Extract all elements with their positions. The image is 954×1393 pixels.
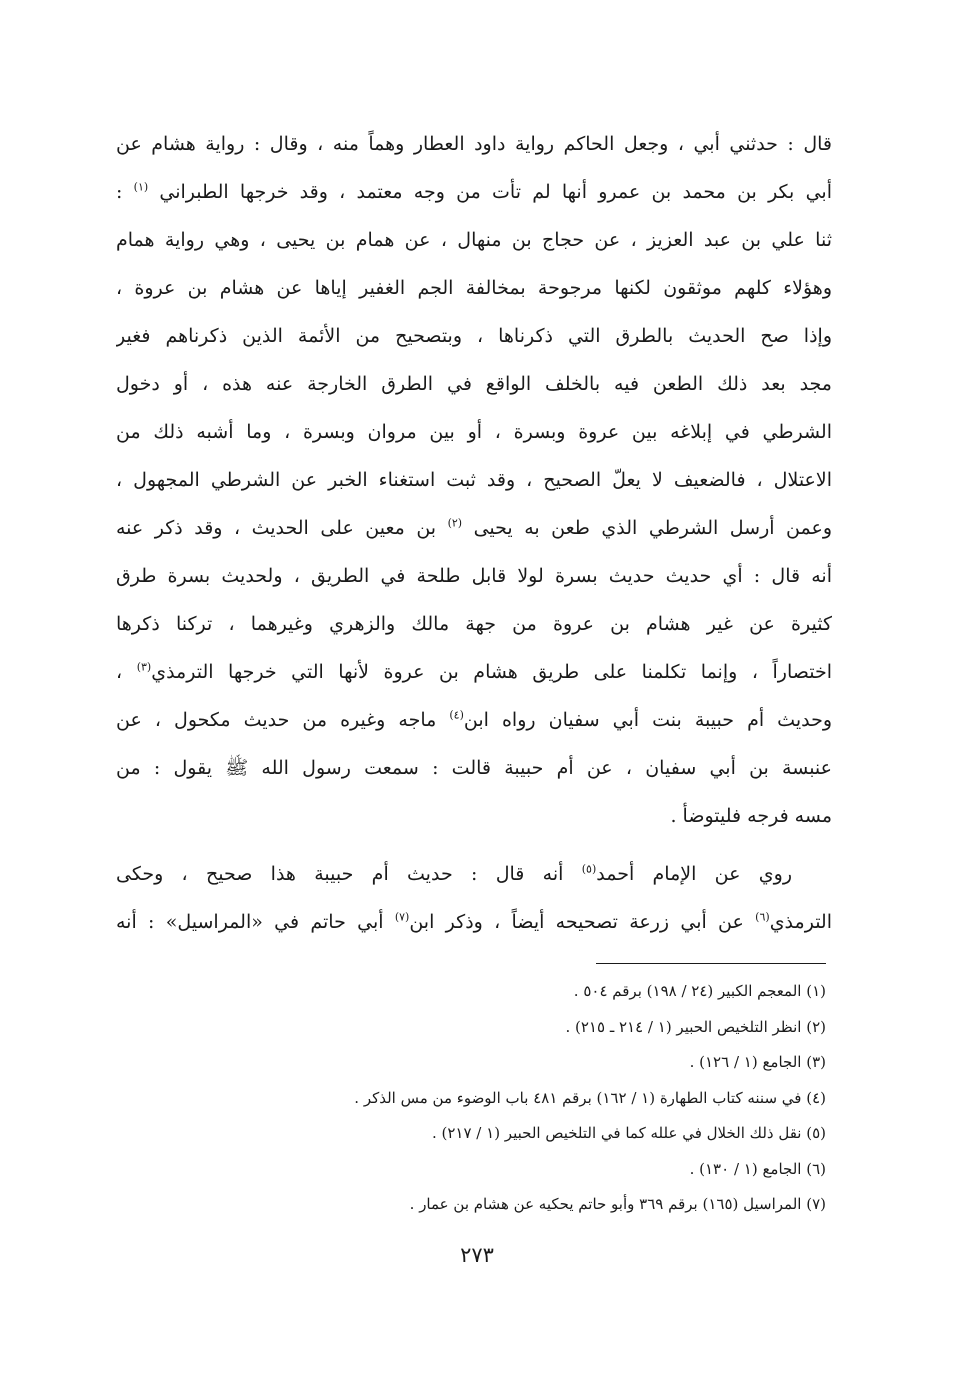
footnotes [106,974,826,1223]
footnote: (٢) انظر التلخيص الحبير (١ / ٢١٤ ـ ٢١٥) . [565,1017,826,1036]
footnote-ref[interactable]: (١) [133,180,149,194]
text-line: مجد بعد ذلك الطعن فيه بالخلف الواقع في الطرق الخارجة عنه هذه ، أو دخول [116,373,832,395]
footnote-ref[interactable]: (٤) [449,708,464,722]
text-line: أبي بكر بن محمد بن عمرو أنها لم تأت من وجه معتمد ، وقد خرجها الطبراني $^{(١)}$ : [116,180,832,203]
footnote: (٣) الجامع (١ / ١٢٦) . [689,1053,826,1071]
footnote-divider [596,963,826,964]
text-line: مسه فرجه فليتوضأ . [670,805,832,827]
text-line: اختصاراً ، وإنما تكلمنا على طريق هشام بن عروة لأنها التي خرجها الترمذي$^{(٣)}$ ، [116,660,832,683]
text-line: الشرطي في إبلاغه بين عروة وبسرة ، أو بين مروان وبسرة ، وما أشبه ذلك من [116,421,832,443]
text-line: الترمذي$^{(٦)}$ عن أبي زرعة تصحيحه أيضاً ، وذكر ابن$^{(٧)}$ أبي حاتم في «المراسيل» : أنه [116,910,832,933]
footnote: (١) المعجم الكبير (٢٤ / ١٩٨) برقم ٥٠٤ . [573,982,826,1000]
footnote-ref[interactable]: (٧) [394,910,410,924]
footnote-ref[interactable]: (٣) [136,660,152,674]
footnote: (٥) نقل ذلك الخلال في علله كما في التلخيص الحبير (١ / ٢١٧) . [431,1124,826,1142]
text-line: أنه قال : أي حديث حديث بسرة لولا قابل طلحة في الطريق ، ولحديث بسرة طرق [116,565,832,587]
text-line: عنبسة بن أبي سفيان ، عن أم حبيبة قالت : سمعت رسول الله ﷺ يقول : من [116,757,832,779]
text-line: كثيرة عن غير هشام بن عروة من جهة مالك والزهري وغيرهما ، تركنا ذكرها [116,613,832,635]
footnote-ref[interactable]: (٥) [581,862,597,876]
text-line: روي عن الإمام أحمد$^{(٥)}$ أنه قال : حديث أم حبيبة هذا صحيح ، وحكى [116,862,792,885]
text-line: قال : حدثني أبي ، وجعل الحاكم رواية داود العطار وهماً منه ، وقال : رواية هشام عن [116,133,832,155]
page-number: ٢٧٣ [460,1243,494,1267]
text-line: وعمن أرسل الشرطي الذي طعن به يحيى $^{(٢)}$ بن معين على الحديث ، وقد ذكر عنه [116,516,832,539]
text-line: الاعتلال ، فالضعيف لا يعلّ الصحيح ، وقد ثبت استغناء الخبر عن الشرطي المجهول ، [116,469,832,491]
text-line: وهؤلاء كلهم موثقون لكنها مرجوحة بمخالفة الجم الغفير إياها عن هشام بن عروة ، [116,277,832,299]
paragraph-gap [116,840,832,850]
footnote: (٤) في سننه كتاب الطهارة (١ / ١٦٢) برقم ٤٨١ باب الوضوء من مس الذكر . [354,1088,826,1107]
text-line: ثنا علي بن عبد العزيز ، عن حجاج بن منهال ، عن همام بن يحيى ، وهي رواية همام [116,229,832,251]
text-line: وإذا صح الحديث بالطرق التي ذكرناها ، وبتصحيح من الأئمة الذين ذكرناهم فغير [116,325,832,347]
footnote: (٧) المراسيل (١٦٥) برقم ٣٦٩ وأبو حاتم يحكيه عن هشام بن عمار . [409,1195,826,1213]
text-line: وحديث أم حبيبة بنت أبي سفيان رواه ابن$^{(٤)}$ ماجه وغيره من حديث مكحول ، عن [116,708,832,731]
footnote-ref[interactable]: (٦) [755,910,770,924]
main-text [116,120,832,946]
footnote: (٦) الجامع (١ / ١٣٠) . [689,1159,826,1178]
footnote-ref[interactable]: (٢) [447,516,463,530]
